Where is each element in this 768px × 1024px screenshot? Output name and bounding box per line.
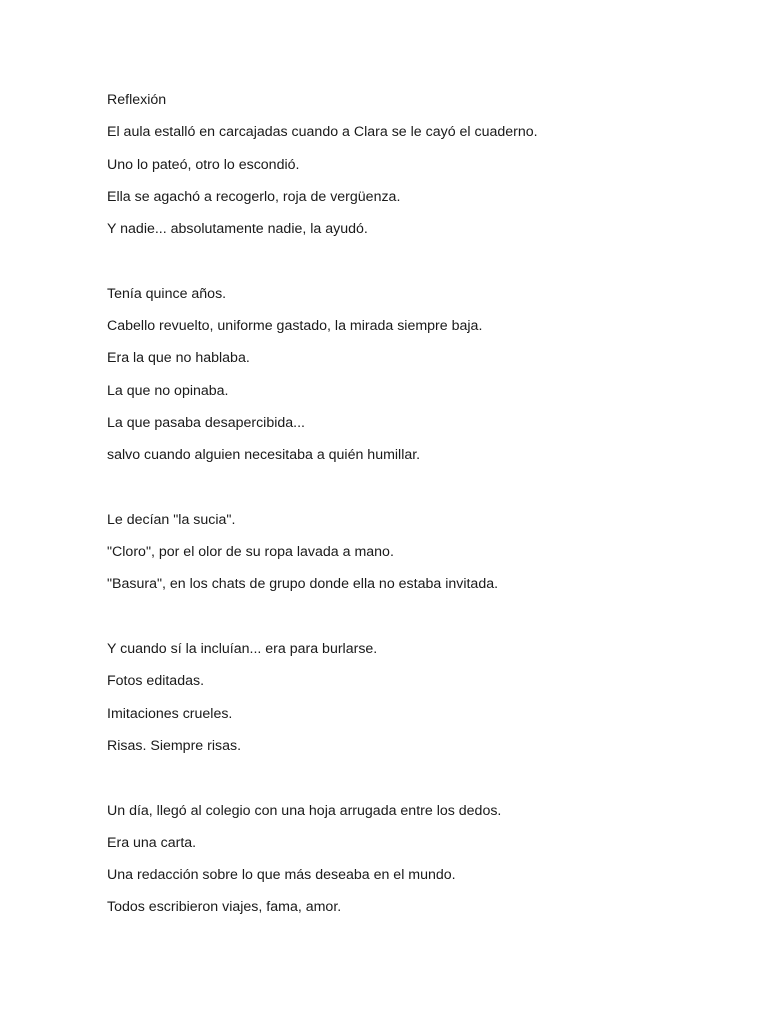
text-line: Era la que no hablaba.	[107, 350, 250, 367]
blank-line	[107, 768, 707, 800]
blank-line	[107, 251, 707, 283]
text-line: El aula estalló en carcajadas cuando a Clara se le cayó el cuaderno.	[107, 124, 538, 141]
text-line: La que pasaba desapercibida...	[107, 414, 305, 431]
blank-line	[107, 607, 707, 639]
text-line: Cabello revuelto, uniforme gastado, la mirada siempre baja.	[107, 318, 483, 335]
text-line: Tenía quince años.	[107, 285, 227, 302]
text-line: Imitaciones crueles.	[107, 705, 233, 722]
text-line: Uno lo pateó, otro lo escondió.	[107, 156, 300, 173]
text-line: Y cuando sí la incluían... era para burlarse.	[107, 641, 378, 658]
text-line: "Basura", en los chats de grupo donde ella no estaba invitada.	[107, 576, 499, 593]
text-line: Todos escribieron viajes, fama, amor.	[107, 899, 342, 916]
text-line: Ella se agachó a recogerlo, roja de vergüenza.	[107, 188, 401, 205]
document-body	[107, 90, 707, 930]
text-line: Era una carta.	[107, 834, 197, 851]
text-line: Y nadie... absolutamente nadie, la ayudó.	[107, 221, 368, 238]
text-line: Un día, llegó al colegio con una hoja arrugada entre los dedos.	[107, 802, 502, 819]
text-line: Le decían "la sucia".	[107, 511, 236, 528]
text-line: Fotos editadas.	[107, 673, 205, 690]
document-title: Reflexión	[107, 92, 167, 108]
text-line: Risas. Siempre risas.	[107, 737, 242, 754]
text-line: La que no opinaba.	[107, 382, 229, 399]
blank-line	[107, 478, 707, 510]
text-line: salvo cuando alguien necesitaba a quién humillar.	[107, 447, 421, 464]
text-line: Una redacción sobre lo que más deseaba en el mundo.	[107, 867, 456, 884]
text-line: "Cloro", por el olor de su ropa lavada a mano.	[107, 544, 394, 561]
